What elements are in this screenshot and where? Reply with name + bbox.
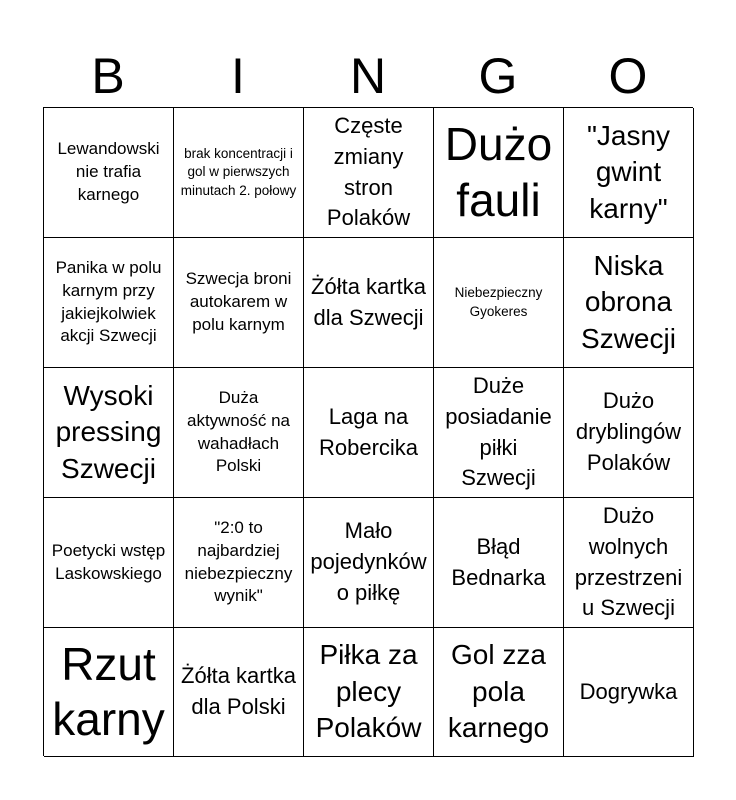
bingo-cell: Lewandowski nie trafia karnego [44,108,174,238]
bingo-cell: Wysoki pressing Szwecji [44,368,174,498]
bingo-cell: Częste zmiany stron Polaków [304,108,434,238]
bingo-cell: Dużo fauli [434,108,564,238]
bingo-cell: Żółta kartka dla Polski [174,628,304,757]
bingo-cell: Panika w polu karnym przy jakiejkolwiek akcji Szwecji [44,238,174,368]
bingo-cell: Dużo wolnych przestrzeni u Szwecji [564,498,694,628]
bingo-cell: "Jasny gwint karny" [564,108,694,238]
bingo-cell: Poetycki wstęp Laskowskiego [44,498,174,628]
bingo-cell: Rzut karny [44,628,174,757]
header-letter-b: B [91,48,125,104]
bingo-cell: Duże posiadanie piłki Szwecji [434,368,564,498]
bingo-cell: Dużo dryblingów Polaków [564,368,694,498]
bingo-cell: Dogrywka [564,628,694,757]
bingo-cell: Błąd Bednarka [434,498,564,628]
header-letter-n: N [349,48,387,104]
bingo-cell: Niebezpieczny Gyokeres [434,238,564,368]
bingo-cell: "2:0 to najbardziej niebezpieczny wynik" [174,498,304,628]
bingo-cell: Laga na Robercika [304,368,434,498]
header-letter-g: G [478,48,518,104]
bingo-cell: Szwecja broni autokarem w polu karnym [174,238,304,368]
header-letter-i: I [231,48,245,104]
bingo-cell: Niska obrona Szwecji [564,238,694,368]
bingo-cell: Duża aktywność na wahadłach Polski [174,368,304,498]
bingo-cell: Żółta kartka dla Szwecji [304,238,434,368]
bingo-cell: brak koncentracji i gol w pierwszych minutach 2. połowy [174,108,304,238]
bingo-cell: Gol zza pola karnego [434,628,564,757]
bingo-header [43,44,693,108]
bingo-cell: Piłka za plecy Polaków [304,628,434,757]
bingo-cell: Mało pojedynków o piłkę [304,498,434,628]
bingo-grid [43,107,693,756]
header-letter-o: O [608,48,648,104]
